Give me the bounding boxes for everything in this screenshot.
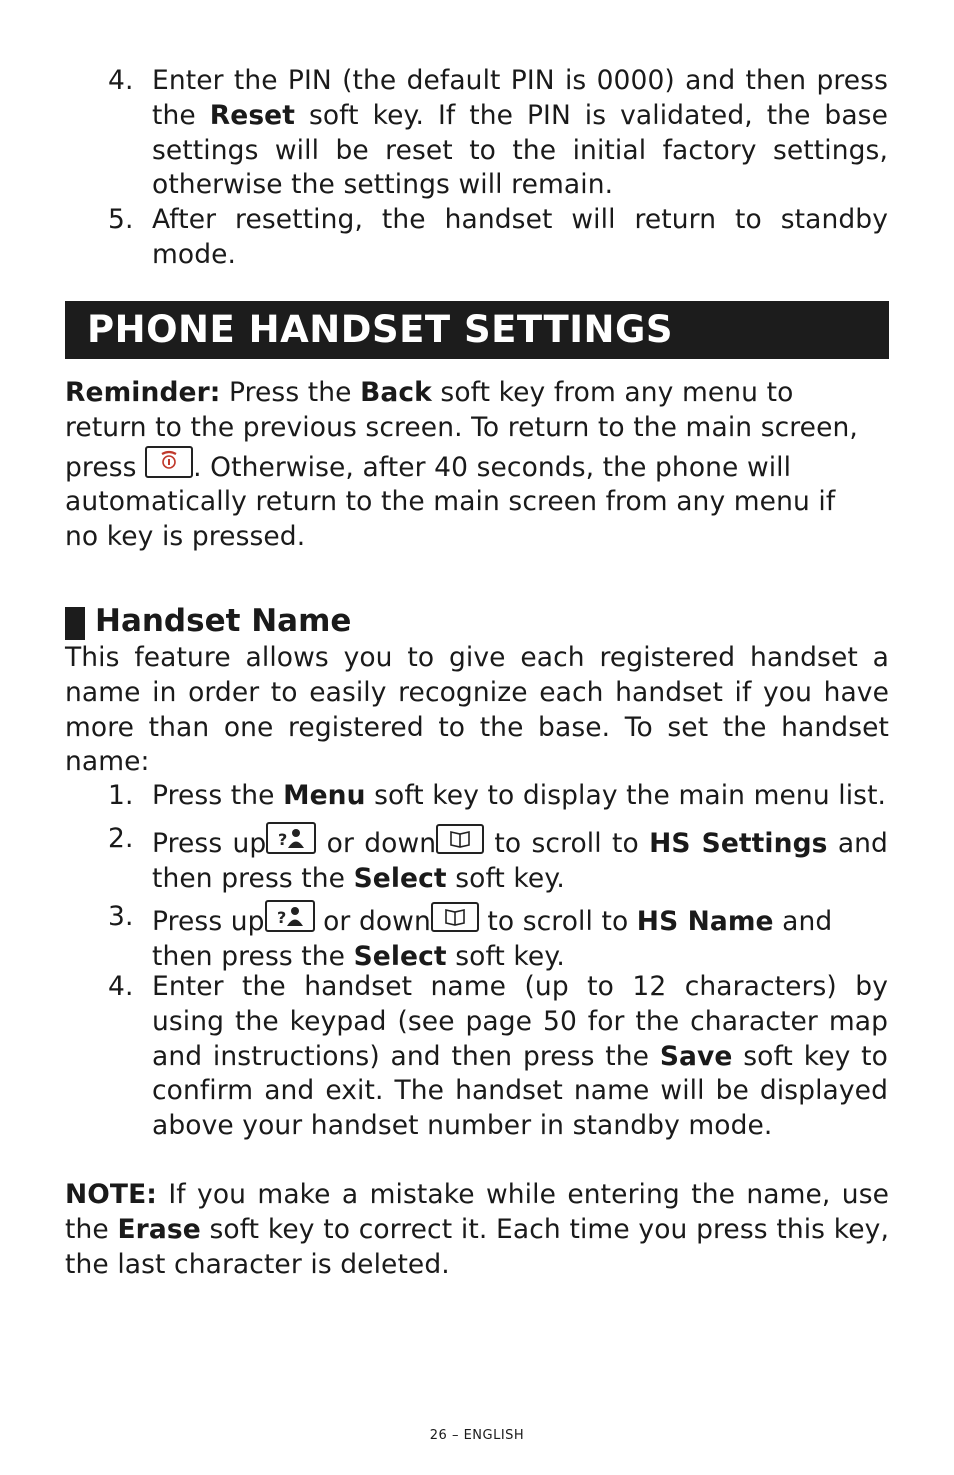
reminder-paragraph: Reminder: Press the Back soft key from any menu to return to the previous screen. To return to the main screen, press . Otherwise, after 40 seconds, the phone will automatically return to the main screen from any menu if no key is pressed. <box>65 377 858 553</box>
list-number: 1. <box>108 780 134 811</box>
list-text: Enter the PIN (the default PIN is 0000) and then press the Reset soft key. If the PIN is validated, the base settings will be reset to the initial factory settings, otherwise the settings will remain. <box>152 65 888 201</box>
svg-text:?: ? <box>278 830 288 849</box>
list-number: 3. <box>108 901 134 932</box>
section-banner <box>65 301 889 359</box>
note-paragraph: NOTE: If you make a mistake while entering the name, use the Erase soft key to correct it. Each time you press this key, the last character is deleted. <box>65 1179 889 1280</box>
banner-title: PHONE HANDSET SETTINGS <box>87 308 673 351</box>
heading-bar <box>65 607 85 640</box>
list-number: 2. <box>108 823 134 854</box>
list-item <box>108 970 888 1144</box>
list-item <box>108 822 888 897</box>
end-call-key-icon <box>145 446 193 478</box>
list-number: 5. <box>108 204 134 235</box>
note-label: NOTE: <box>65 1179 157 1210</box>
list-item <box>108 203 888 273</box>
list-item <box>108 64 888 203</box>
intro-paragraph: This feature allows you to give each registered handset a name in order to easily recognize each handset if you have more than one registered to the base. To set the handset name: <box>65 642 889 778</box>
phonebook-down-key-icon <box>431 902 479 932</box>
contacts-up-key-icon <box>266 822 316 854</box>
list-number: 4. <box>108 65 134 96</box>
list-text: Press up ? or down to scroll to HS Name and then press the Select soft key. <box>152 900 888 975</box>
phonebook-down-key-icon <box>436 824 484 854</box>
list-text: Press the Menu soft key to display the main menu list. <box>152 780 887 811</box>
list-item <box>108 900 888 975</box>
list-text: Enter the handset name (up to 12 characters) by using the keypad (see page 50 for the character map and instructions) and then press the Save soft key to confirm and exit. The handset name will be displayed above your handset number in standby mode. <box>152 971 888 1142</box>
section-title: Handset Name <box>95 603 352 639</box>
reminder-label: Reminder: <box>65 377 221 408</box>
contacts-up-key-icon <box>265 900 315 932</box>
list-item <box>108 779 888 814</box>
list-text: Press up ? or down to scroll to HS Settings and then press the Select soft key. <box>152 822 888 897</box>
page-footer: 26 – ENGLISH <box>429 1428 525 1443</box>
svg-text:?: ? <box>276 908 286 927</box>
list-number: 4. <box>108 971 134 1002</box>
list-text: After resetting, the handset will return to standby mode. <box>152 204 888 270</box>
